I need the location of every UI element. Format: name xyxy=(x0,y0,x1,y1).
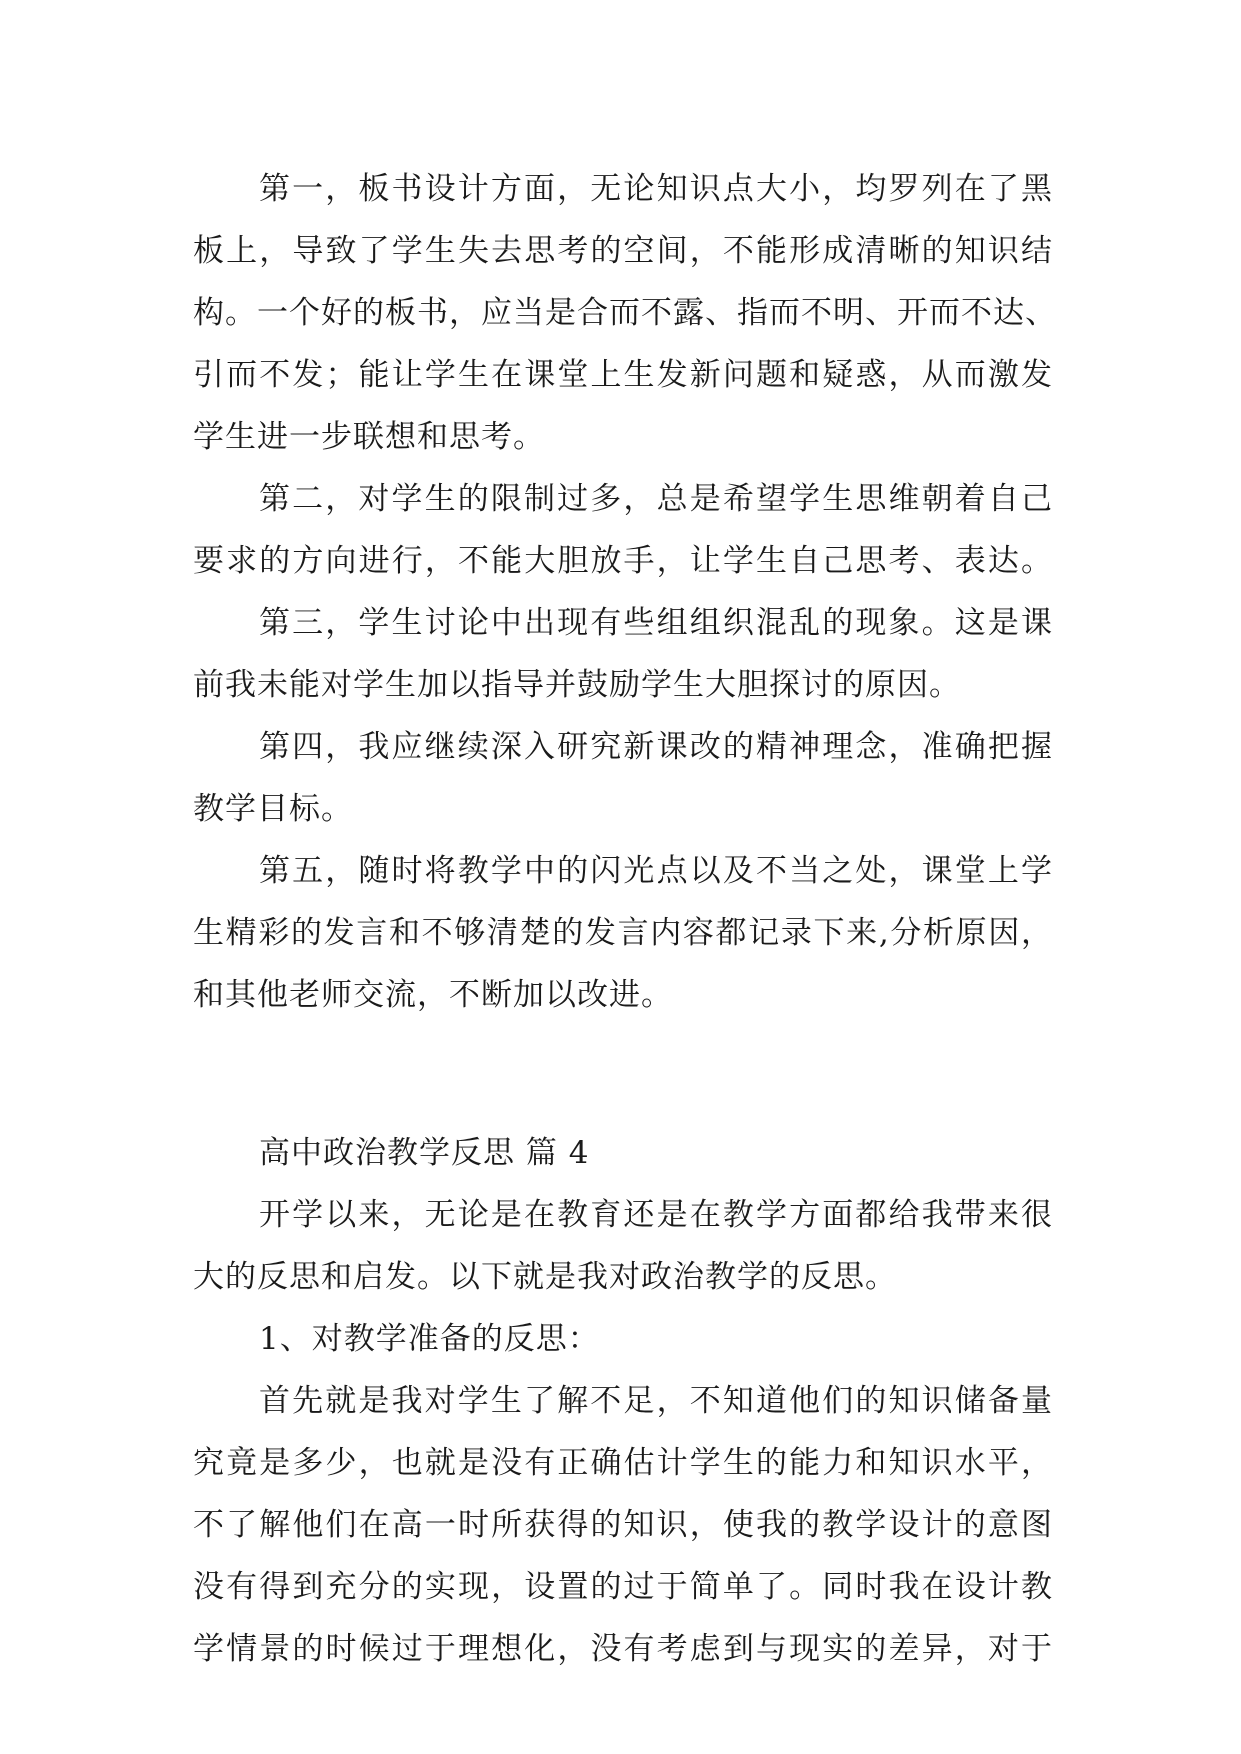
paragraph-line: 学生进一步联想和思考。 xyxy=(193,419,545,455)
section-gap xyxy=(193,1026,1053,1122)
paragraph-line: 板上，导致了学生失去思考的空间，不能形成清晰的知识结 xyxy=(193,233,1053,269)
paragraph-line: 第二，对学生的限制过多，总是希望学生思维朝着自己 xyxy=(259,481,1053,517)
paragraph-line: 要求的方向进行，不能大胆放手，让学生自己思考、表达。 xyxy=(193,543,1053,579)
paragraph-line: 第三，学生讨论中出现有些组组织混乱的现象。这是课 xyxy=(259,605,1053,641)
paragraph-line: 第一，板书设计方面，无论知识点大小，均罗列在了黑 xyxy=(259,171,1053,207)
document-body xyxy=(193,158,1057,1680)
paragraph-line: 前我未能对学生加以指导并鼓励学生大胆探讨的原因。 xyxy=(193,667,961,703)
paragraph-line: 第四，我应继续深入研究新课改的精神理念，准确把握 xyxy=(259,729,1053,765)
paragraph-line: 大的反思和启发。以下就是我对政治教学的反思。 xyxy=(193,1259,897,1295)
paragraph-line: 学情景的时候过于理想化，没有考虑到与现实的差异，对于 xyxy=(193,1631,1053,1667)
paragraph-line: 不了解他们在高一时所获得的知识，使我的教学设计的意图 xyxy=(193,1507,1053,1543)
paragraph-line: 教学目标。 xyxy=(193,791,353,827)
paragraph-line: 究竟是多少，也就是没有正确估计学生的能力和知识水平， xyxy=(193,1445,1053,1481)
paragraph-line: 开学以来，无论是在教育还是在教学方面都给我带来很 xyxy=(259,1197,1053,1233)
paragraph-line: 生精彩的发言和不够清楚的发言内容都记录下来,分析原因， xyxy=(193,915,1053,951)
paragraph-line: 没有得到充分的实现，设置的过于简单了。同时我在设计教 xyxy=(193,1569,1053,1605)
paragraph-line: 引而不发；能让学生在课堂上生发新问题和疑惑，从而激发 xyxy=(193,357,1053,393)
paragraph-line: 和其他老师交流，不断加以改进。 xyxy=(193,977,673,1013)
section-heading: 高中政治教学反思 篇 4 xyxy=(259,1135,590,1171)
paragraph-line: 第五，随时将教学中的闪光点以及不当之处，课堂上学 xyxy=(259,853,1053,889)
paragraph-line: 构。一个好的板书，应当是合而不露、指而不明、开而不达、 xyxy=(193,295,1057,331)
paragraph-line: 首先就是我对学生了解不足，不知道他们的知识储备量 xyxy=(259,1383,1053,1419)
paragraph-line: 1、对教学准备的反思： xyxy=(259,1321,600,1357)
